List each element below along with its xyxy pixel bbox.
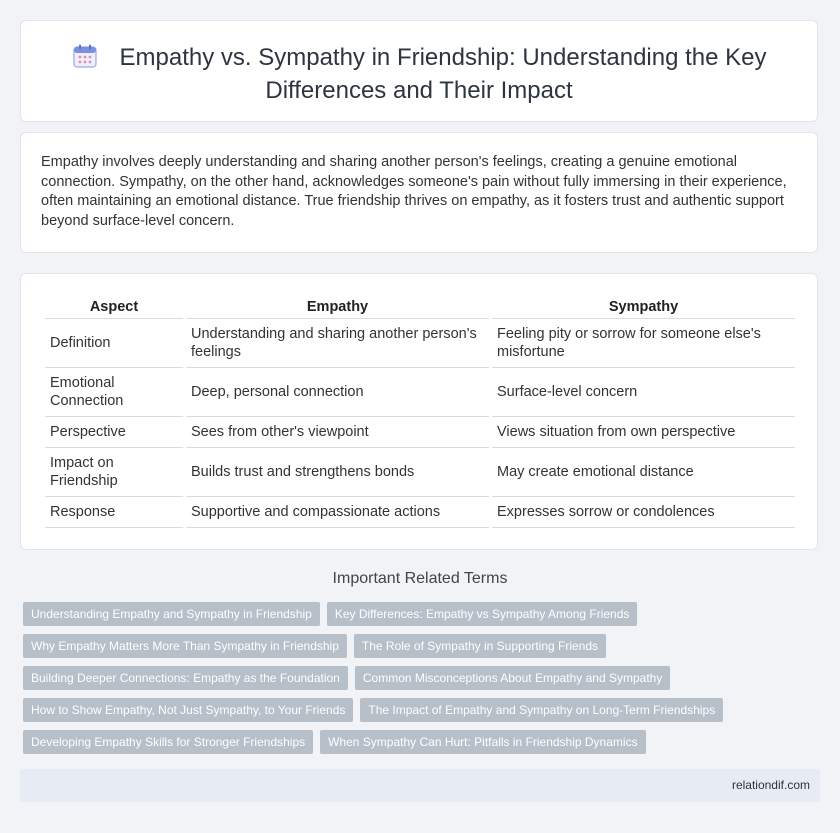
intro-card — [20, 132, 818, 253]
cell-aspect: Perspective — [45, 417, 183, 448]
calendar-icon — [72, 43, 98, 76]
related-terms-list — [23, 602, 823, 762]
table-row — [45, 368, 795, 417]
related-term-link[interactable]: When Sympathy Can Hurt: Pitfalls in Friendship Dynamics — [320, 730, 645, 754]
related-term-link[interactable]: The Role of Sympathy in Supporting Friends — [354, 634, 606, 658]
table-row — [45, 319, 795, 368]
cell-sympathy: Views situation from own perspective — [492, 417, 795, 448]
page-title-text: Empathy vs. Sympathy in Friendship: Understanding the Key Differences and Their Impact — [119, 44, 767, 104]
cell-aspect: Response — [45, 497, 183, 528]
footer — [20, 769, 820, 802]
comparison-table — [42, 296, 798, 528]
table-row — [45, 417, 795, 448]
tag-row — [23, 666, 823, 690]
related-term-link[interactable]: Building Deeper Connections: Empathy as the Foundation — [23, 666, 348, 690]
related-term-link[interactable]: How to Show Empathy, Not Just Sympathy, to Your Friends — [23, 698, 353, 722]
header-card — [20, 20, 818, 122]
cell-sympathy: Expresses sorrow or condolences — [492, 497, 795, 528]
header-aspect: Aspect — [45, 296, 183, 319]
tag-row — [23, 634, 823, 658]
related-term-link[interactable]: Common Misconceptions About Empathy and Sympathy — [355, 666, 670, 690]
related-term-link[interactable]: The Impact of Empathy and Sympathy on Long-Term Friendships — [360, 698, 723, 722]
related-terms-title: Important Related Terms — [332, 570, 508, 587]
table-row — [45, 497, 795, 528]
cell-aspect: Emotional Connection — [45, 368, 183, 417]
table-row — [45, 448, 795, 497]
cell-sympathy: Surface-level concern — [492, 368, 795, 417]
cell-empathy: Understanding and sharing another person's feelings — [186, 319, 489, 368]
header-empathy: Empathy — [186, 296, 489, 319]
tag-row — [23, 698, 823, 722]
cell-empathy: Builds trust and strengthens bonds — [186, 448, 489, 497]
intro-paragraph: Empathy involves deeply understanding and sharing another person's feelings, creating a genuine emotional connection. Sympathy, on the other hand, acknowledges someone's pain without fully immersing in their experience, often maintaining an emotional distance. True friendship thrives on empathy, as it fosters trust and authentic support beyond surface-level concern. — [41, 154, 787, 229]
table-header-row — [45, 296, 795, 319]
cell-aspect: Definition — [45, 319, 183, 368]
tag-row — [23, 602, 823, 626]
related-term-link[interactable]: Why Empathy Matters More Than Sympathy in Friendship — [23, 634, 347, 658]
page-title — [61, 43, 777, 105]
cell-empathy: Deep, personal connection — [186, 368, 489, 417]
tag-row — [23, 730, 823, 754]
cell-sympathy: Feeling pity or sorrow for someone else's misfortune — [492, 319, 795, 368]
footer-site-link[interactable]: relationdif.com — [731, 778, 810, 792]
cell-empathy: Sees from other's viewpoint — [186, 417, 489, 448]
header-sympathy: Sympathy — [492, 296, 795, 319]
cell-aspect: Impact on Friendship — [45, 448, 183, 497]
related-term-link[interactable]: Developing Empathy Skills for Stronger Friendships — [23, 730, 313, 754]
cell-sympathy: May create emotional distance — [492, 448, 795, 497]
comparison-card — [20, 273, 818, 550]
related-term-link[interactable]: Understanding Empathy and Sympathy in Friendship — [23, 602, 320, 626]
related-term-link[interactable]: Key Differences: Empathy vs Sympathy Among Friends — [327, 602, 638, 626]
cell-empathy: Supportive and compassionate actions — [186, 497, 489, 528]
